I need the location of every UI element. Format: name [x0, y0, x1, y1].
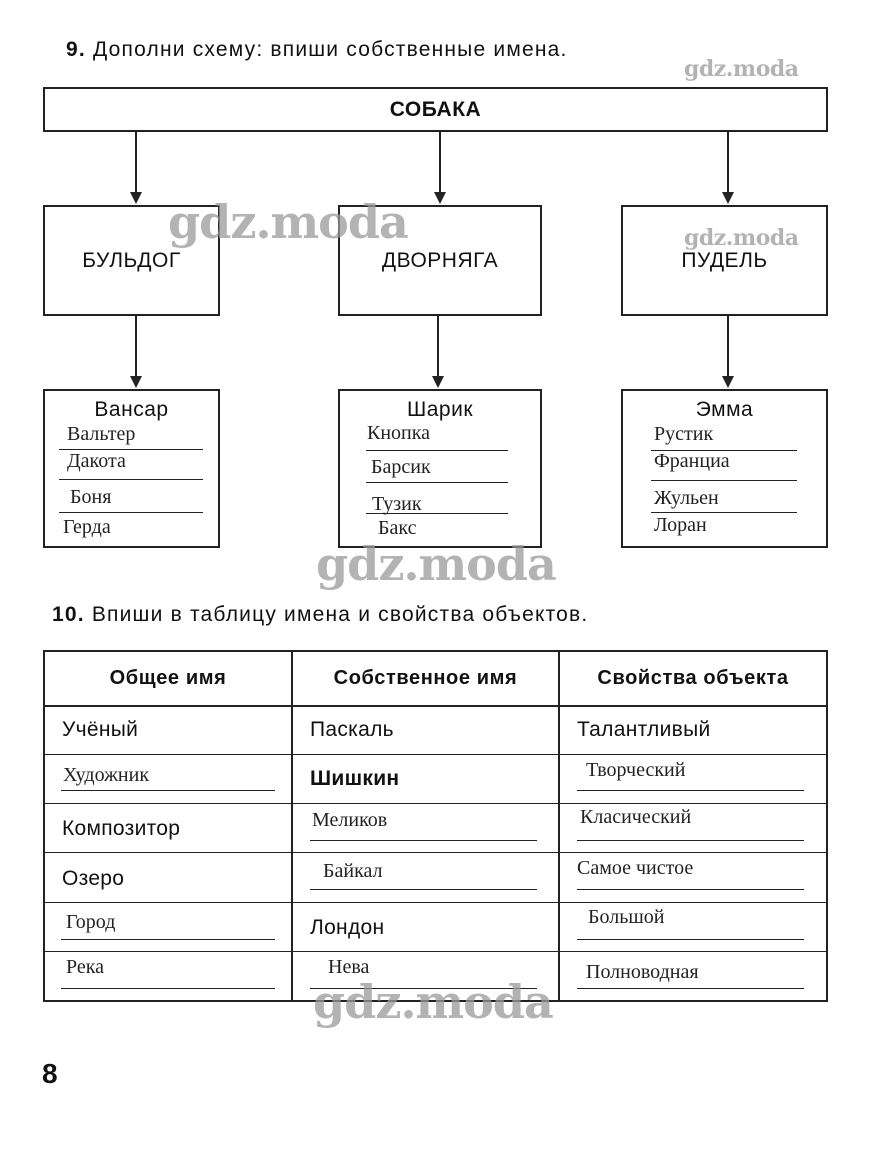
task-10-text: Впиши в таблицу имена и свойства объектов.	[91, 603, 589, 626]
row-divider	[291, 951, 828, 952]
write-line	[577, 840, 804, 841]
written-name: Вальтер	[67, 423, 136, 445]
written-name: Жульен	[654, 487, 719, 509]
write-line	[310, 889, 537, 890]
table-column-divider	[558, 650, 560, 1002]
table-cell-written: Байкал	[323, 860, 383, 882]
table-cell-printed: Талантливый	[577, 718, 711, 741]
table-header-proper-name: Собственное имя	[333, 667, 518, 689]
table-cell-written: Большой	[588, 906, 665, 928]
row-divider	[291, 902, 828, 903]
row-divider	[43, 951, 291, 952]
row-divider	[291, 754, 828, 755]
breed-label-mongrel: ДВОРНЯГА	[381, 249, 499, 272]
table-cell-printed: Композитор	[62, 817, 181, 840]
row-divider	[43, 852, 291, 853]
table-cell-written: Художник	[63, 764, 150, 786]
write-line	[577, 939, 804, 940]
write-line	[61, 939, 275, 940]
table-cell-written: Река	[66, 956, 105, 978]
watermark: gdz.moda	[316, 537, 556, 591]
table-cell-written: Меликов	[312, 809, 388, 831]
printed-name-poodle: Эмма	[695, 398, 754, 421]
row-divider	[43, 803, 291, 804]
table-column-divider	[291, 650, 293, 1002]
table-cell-printed: Паскаль	[310, 718, 394, 741]
watermark: gdz.moda	[684, 56, 799, 82]
write-line	[61, 790, 275, 791]
write-line	[310, 840, 537, 841]
root-label: СОБАКА	[389, 98, 482, 121]
write-line	[577, 889, 804, 890]
table-border-left	[43, 650, 45, 1002]
table-cell-written: Самое чистое	[577, 857, 694, 879]
table-header-common-name: Общее имя	[109, 667, 227, 689]
printed-name-mongrel: Шарик	[406, 398, 474, 421]
table-cell-written: Творческий	[586, 759, 686, 781]
watermark: gdz.moda	[684, 225, 799, 251]
write-line	[61, 988, 275, 989]
breed-label-poodle: ПУДЕЛЬ	[681, 249, 768, 272]
row-divider	[291, 852, 828, 853]
write-line	[577, 790, 804, 791]
table-cell-printed: Шишкин	[310, 767, 400, 790]
written-name: Лоран	[654, 514, 707, 536]
written-name: Кнопка	[367, 422, 431, 444]
written-name: Боня	[70, 486, 112, 508]
written-name: Бакс	[378, 517, 417, 539]
written-name: Рустик	[654, 423, 714, 445]
row-divider	[291, 803, 828, 804]
table-header-properties: Свойства объекта	[597, 667, 789, 689]
row-divider	[43, 902, 291, 903]
task-9-text: Дополни схему: впиши собственные имена.	[92, 38, 568, 61]
table-border-right	[826, 650, 828, 1002]
table-cell-written: Класический	[580, 806, 692, 828]
written-name: Франциа	[654, 450, 730, 472]
row-divider	[43, 754, 291, 755]
written-name: Тузик	[372, 493, 422, 515]
table-cell-printed: Озеро	[62, 867, 125, 890]
table-border-top	[43, 650, 828, 652]
written-name: Герда	[63, 516, 111, 538]
watermark: gdz.moda	[168, 195, 408, 249]
table-cell-printed: Учёный	[62, 718, 139, 741]
table-cell-written: Нева	[328, 956, 370, 978]
table-cell-printed: Лондон	[310, 916, 385, 939]
written-name: Дакота	[67, 450, 126, 472]
written-name: Барсик	[371, 456, 431, 478]
task-9-number: 9.	[66, 38, 86, 61]
printed-name-bulldog: Вансар	[94, 398, 169, 421]
breed-label-bulldog: БУЛЬДОГ	[82, 249, 181, 272]
table-header-divider	[43, 705, 828, 707]
page-number: 8	[42, 1058, 58, 1089]
table-cell-written: Полноводная	[586, 961, 699, 983]
write-line	[577, 988, 804, 989]
watermark: gdz.moda	[313, 975, 553, 1029]
task-10-number: 10.	[52, 603, 85, 626]
table-cell-written: Город	[66, 911, 116, 933]
